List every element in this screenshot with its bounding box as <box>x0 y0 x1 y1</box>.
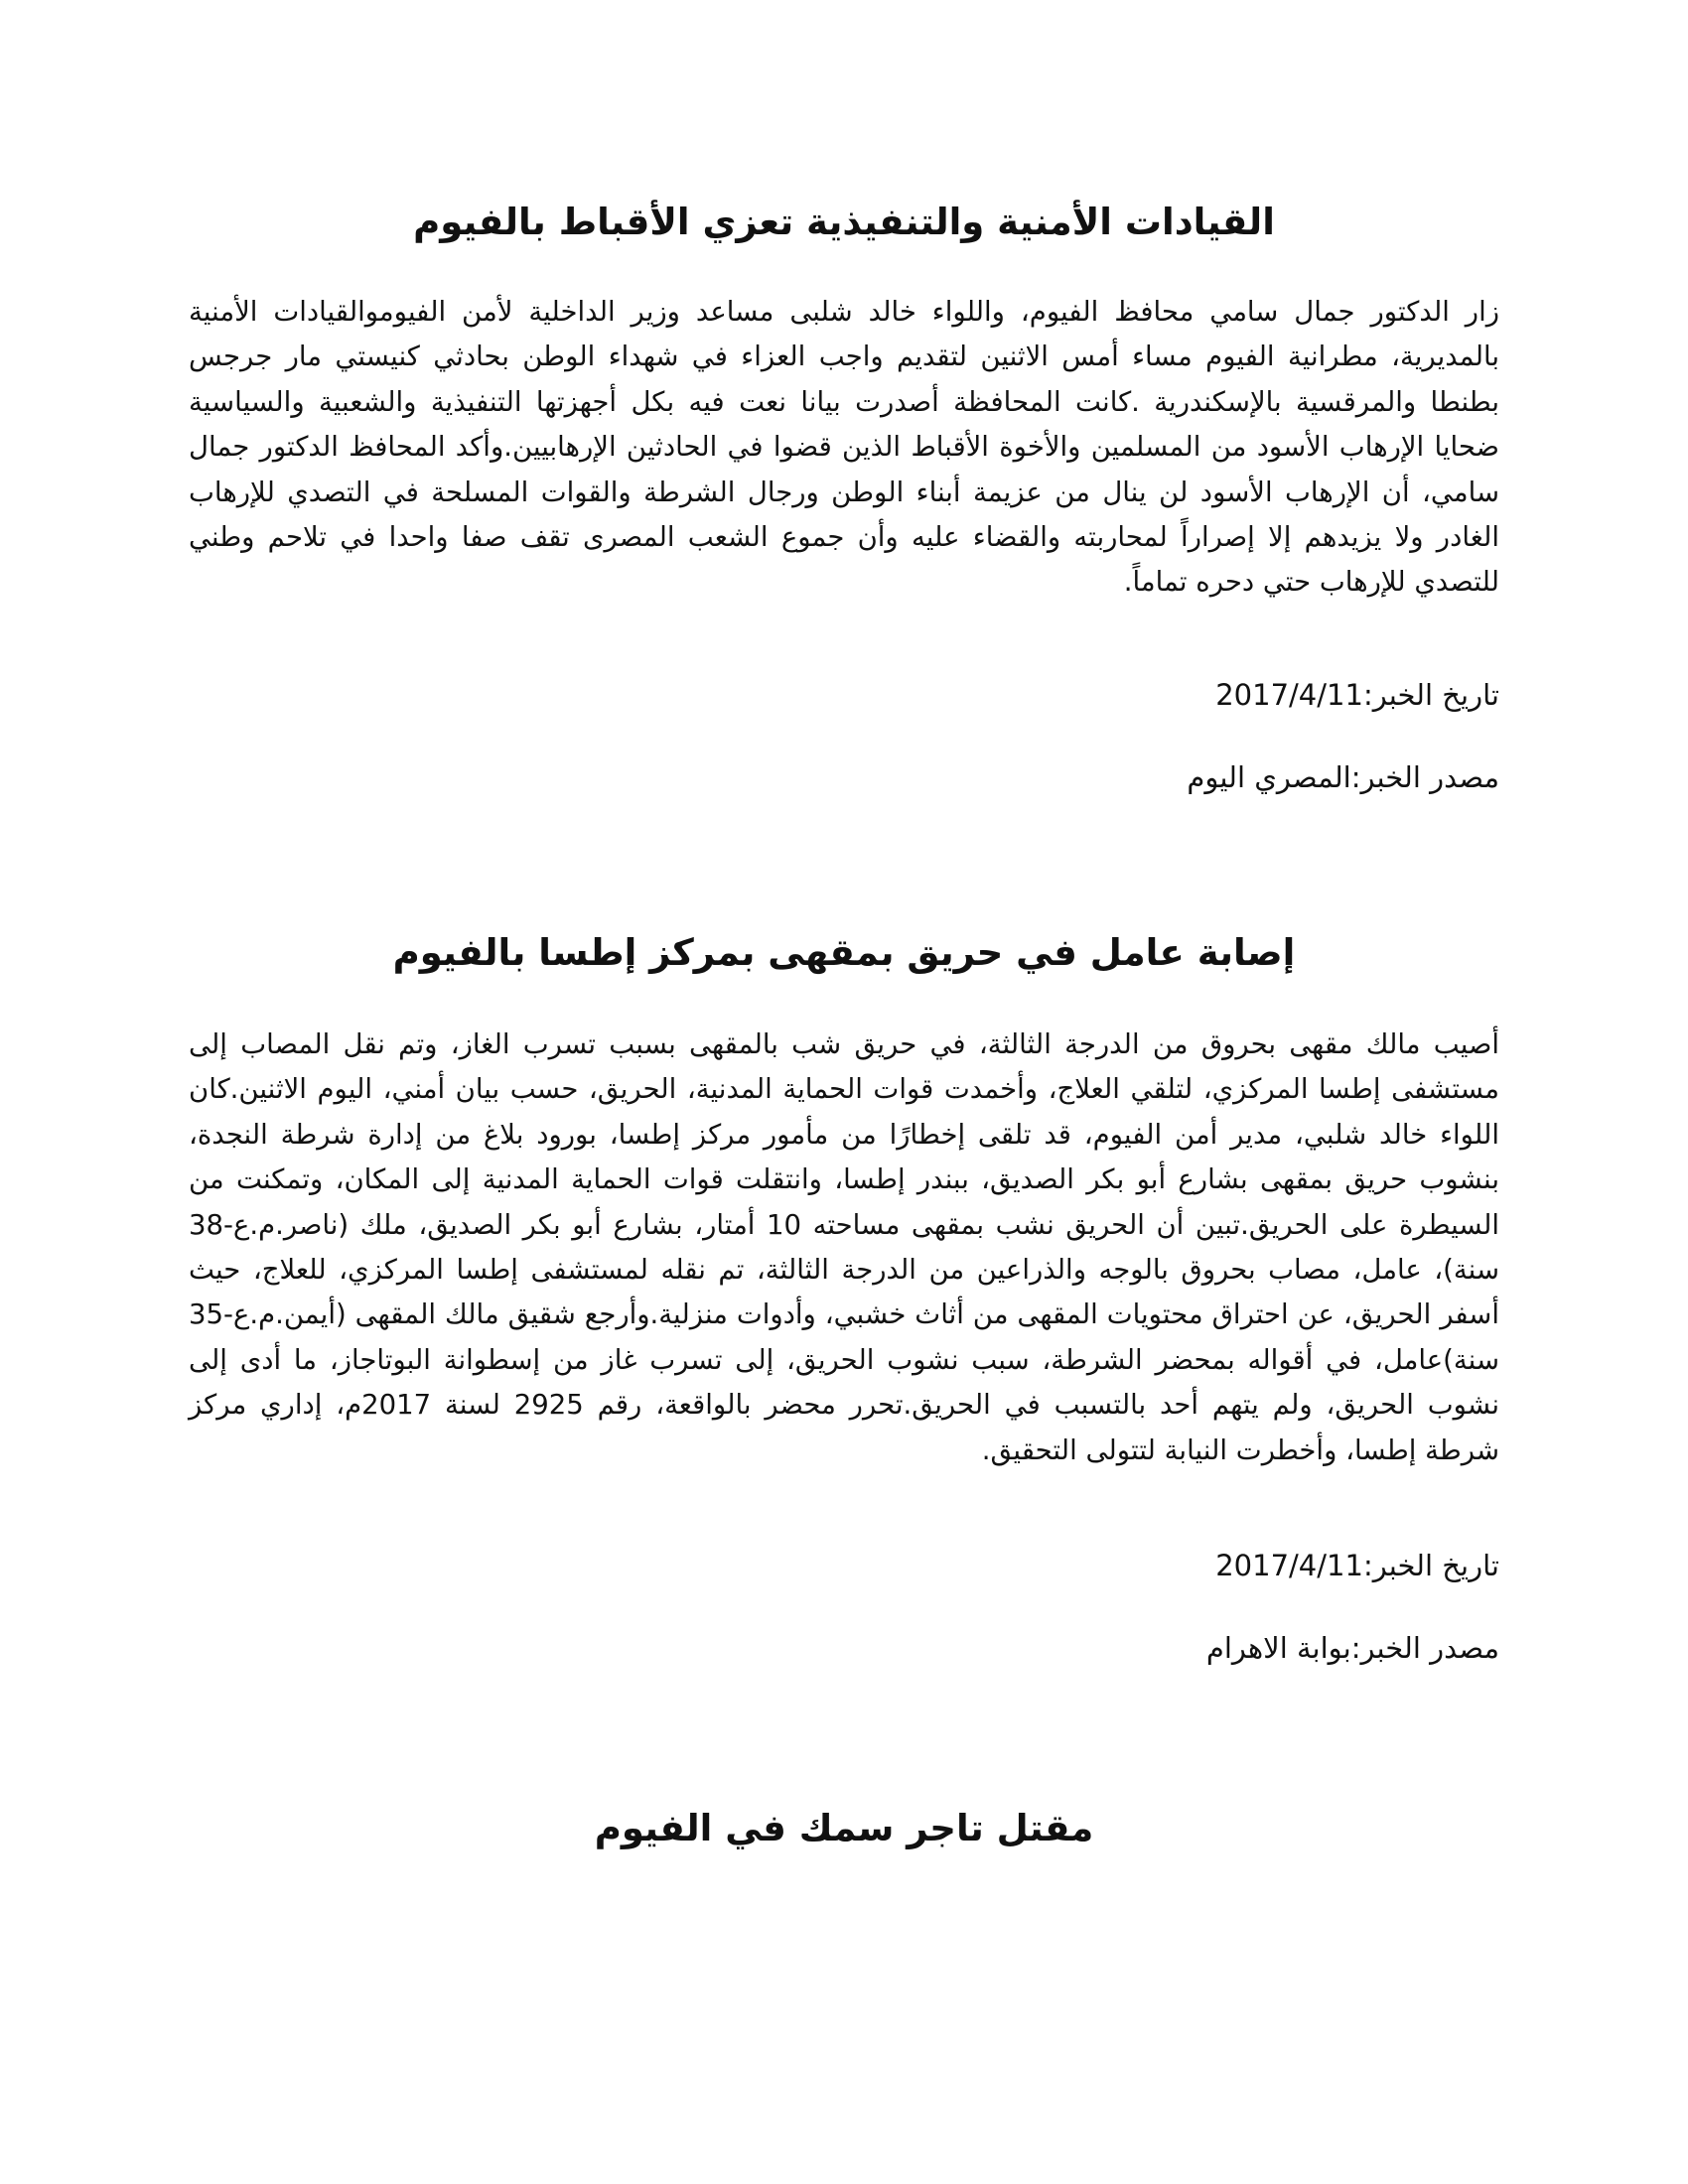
article-body: أصيب مالك مقهى بحروق من الدرجة الثالثة، في حريق شب بالمقهى بسبب تسرب الغاز، وتم نقل المصاب إلى مستشفى إطسا المركزي، لتلقي العلاج، وأخمدت قوات الحماية المدنية، الحريق، حسب بيان أمني، اليوم الاثنين.كان اللواء خالد شلبي، مدير أمن الفيوم، قد تلقى إخطارًا من مأمور مركز إطسا، بورود بلاغ من إدارة شرطة النجدة، بنشوب حريق بمقهى بشارع أبو بكر الصديق، ببندر إطسا، وانتقلت قوات الحماية المدنية إلى المكان، وتمكنت من السيطرة على الحريق.تبين أن الحريق نشب بمقهى مساحته 10 أمتار، بشارع أبو بكر الصديق، ملك (ناصر.م.ع-38 سنة)، عامل، مصاب بحروق بالوجه والذراعين من الدرجة الثالثة، تم نقله لمستشفى إطسا المركزي، للعلاج، حيث أسفر الحريق، عن احتراق محتويات المقهى من أثاث خشبي، وأدوات منزلية.وأرجع شقيق مالك المقهى (أيمن.م.ع-35 سنة)عامل، في أقواله بمحضر الشرطة، سبب نشوب الحريق، إلى تسرب غاز من إسطوانة البوتاجاز، ما أدى إلى نشوب الحريق، ولم يتهم أحد بالتسبب في الحريق.تحرر محضر بالواقعة، رقم 2925 لسنة 2017م، إداري مركز شرطة إطسا، وأخطرت النيابة لتتولى التحقيق. <box>189 1028 1500 1466</box>
article-title: القيادات الأمنية والتنفيذية تعزي الأقباط بالفيوم <box>413 201 1275 243</box>
source-value: بوابة الاهرام <box>1205 1631 1351 1665</box>
article-title: إصابة عامل في حريق بمقهى بمركز إطسا بالفيوم <box>392 931 1296 974</box>
date-value: 2017/4/11 <box>1215 678 1363 712</box>
date-label: تاريخ الخبر: <box>1362 678 1499 712</box>
article-source <box>1206 1628 1499 1668</box>
source-value: المصري اليوم <box>1187 760 1351 794</box>
article-date <box>1215 675 1499 715</box>
date-label: تاريخ الخبر: <box>1362 1549 1499 1582</box>
date-value: 2017/4/11 <box>1215 1549 1363 1582</box>
article-title: مقتل تاجر سمك في الفيوم <box>594 1807 1094 1849</box>
article-source <box>1187 757 1499 797</box>
source-label: مصدر الخبر: <box>1350 760 1499 794</box>
article-date <box>1215 1546 1499 1585</box>
article-body: زار الدكتور جمال سامي محافظ الفيوم، واللواء خالد شلبى مساعد وزير الداخلية لأمن الفيوموالقيادات الأمنية بالمديرية، مطرانية الفيوم مساء أمس الاثنين لتقديم واجب العزاء في شهداء الوطن بحادثي كنيستي مار جرجس بطنطا والمرقسية بالإسكندرية .كانت المحافظة أصدرت بيانا نعت فيه بكل أجهزتها التنفيذية والشعبية والسياسية ضحايا الإرهاب الأسود من المسلمين والأخوة الأقباط الذين قضوا في الحادثين الإرهابيين.وأكد المحافظ الدكتور جمال سامي، أن الإرهاب الأسود لن ينال من عزيمة أبناء الوطن ورجال الشرطة والقوات المسلحة في التصدي للإرهاب الغادر ولا يزيدهم إلا إصراراً لمحاربته والقضاء عليه وأن جموع الشعب المصرى تقف صفا واحدا في تلاحم وطني للتصدي للإرهاب حتي دحره تماماً. <box>189 296 1499 599</box>
source-label: مصدر الخبر: <box>1350 1631 1499 1665</box>
